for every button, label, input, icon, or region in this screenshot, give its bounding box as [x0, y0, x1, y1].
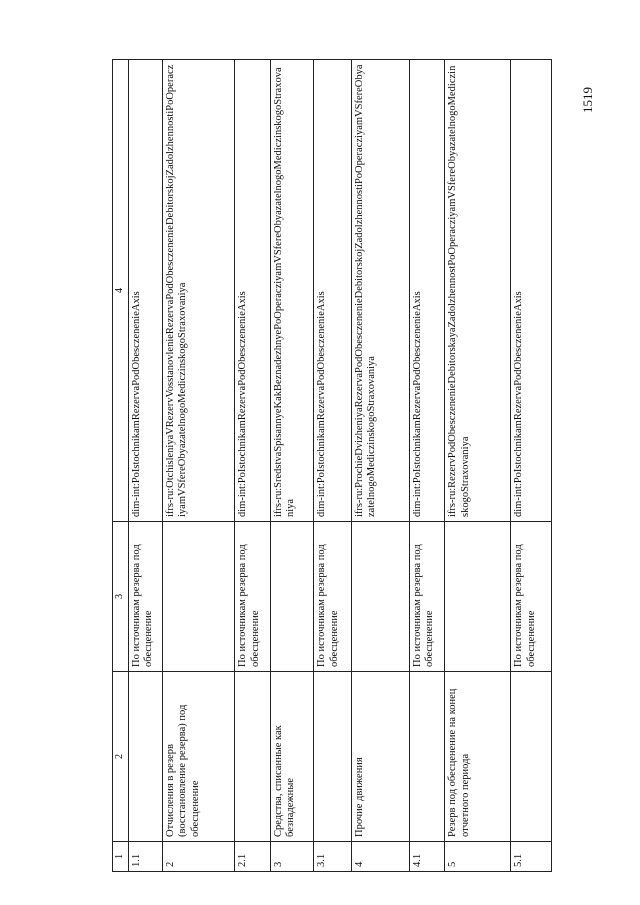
row-dimension — [162, 522, 235, 672]
row-dimension: По источникам резерва под обесценение — [511, 522, 552, 672]
row-number: 1.1 — [128, 842, 162, 872]
row-dimension: По источникам резерва под обесценение — [409, 522, 444, 672]
header-col-4: 4 — [113, 60, 129, 522]
row-number: 3 — [270, 842, 314, 872]
row-label: Средства, списанные как безнадежные — [270, 672, 314, 842]
row-element-code: dim-int:PoIstochnikamRezervaPodObesczenenieAxis — [409, 60, 444, 522]
table-row — [314, 60, 351, 872]
row-number: 3.1 — [314, 842, 351, 872]
row-dimension: По источникам резерва под обесценение — [314, 522, 351, 672]
row-dimension — [270, 522, 314, 672]
row-number: 5 — [445, 842, 511, 872]
header-col-2: 2 — [113, 672, 129, 842]
row-element-code: ifrs-ru:RezervPodObesczenenieDebitorskayaZadolzhennostPoOperacziyamVSfereObyazatelnogoMediczinskogoStraxovaniya — [445, 60, 511, 522]
row-element-code: dim-int:PoIstochnikamRezervaPodObesczenenieAxis — [128, 60, 162, 522]
row-number: 2.1 — [235, 842, 270, 872]
taxonomy-table — [112, 59, 552, 872]
header-row — [113, 60, 129, 872]
header-col-3: 3 — [113, 522, 129, 672]
row-label — [409, 672, 444, 842]
row-label — [128, 672, 162, 842]
row-number: 5.1 — [511, 842, 552, 872]
row-element-code: dim-int:PoIstochnikamRezervaPodObesczenenieAxis — [235, 60, 270, 522]
row-label — [314, 672, 351, 842]
table-row — [162, 60, 235, 872]
row-element-code: dim-int:PoIstochnikamRezervaPodObesczenenieAxis — [314, 60, 351, 522]
table-row — [270, 60, 314, 872]
page-number-text: 1519 — [580, 87, 595, 113]
row-dimension — [445, 522, 511, 672]
table-row — [128, 60, 162, 872]
header-col-1: 1 — [113, 842, 129, 872]
row-label — [511, 672, 552, 842]
table-row — [351, 60, 409, 872]
row-label: Отчисления в резерв (восстановление резерва) под обесценение — [162, 672, 235, 842]
table-row — [511, 60, 552, 872]
page-number — [577, 70, 599, 130]
row-element-code: dim-int:PoIstochnikamRezervaPodObesczenenieAxis — [511, 60, 552, 522]
table-row — [409, 60, 444, 872]
row-number: 4 — [351, 842, 409, 872]
table-region — [112, 60, 552, 872]
rotated-table-container — [112, 60, 552, 872]
row-number: 2 — [162, 842, 235, 872]
row-label: Резерв под обесценение на конец отчетного периода — [445, 672, 511, 842]
row-dimension: По источникам резерва под обесценение — [128, 522, 162, 672]
row-label — [235, 672, 270, 842]
table-row — [235, 60, 270, 872]
row-label: Прочие движения — [351, 672, 409, 842]
row-dimension — [351, 522, 409, 672]
row-element-code: ifrs-ru:SredstvaSpisannyeKakBeznadezhnyePoOperacziyamVSfereObyazatelnogoMediczinskogoStraxovaniya — [270, 60, 314, 522]
row-dimension: По источникам резерва под обесценение — [235, 522, 270, 672]
row-number: 4.1 — [409, 842, 444, 872]
table-row — [445, 60, 511, 872]
row-element-code: ifrs-ru:ProchieDvizheniyaRezervaPodObesczenenieDebitorskojZadolzhennostiPoOperacziyamVSfereObyazatelnogoMediczinskogoStraxovaniya — [351, 60, 409, 522]
row-element-code: ifrs-ru:OtchisleniyaVRezervVosstanovlenieRezervaPodObesczenenieDebitorskojZadolzhennostiPoOperacziyamVSfereObyazatelnogoMediczinskogoStraxovaniya — [162, 60, 235, 522]
